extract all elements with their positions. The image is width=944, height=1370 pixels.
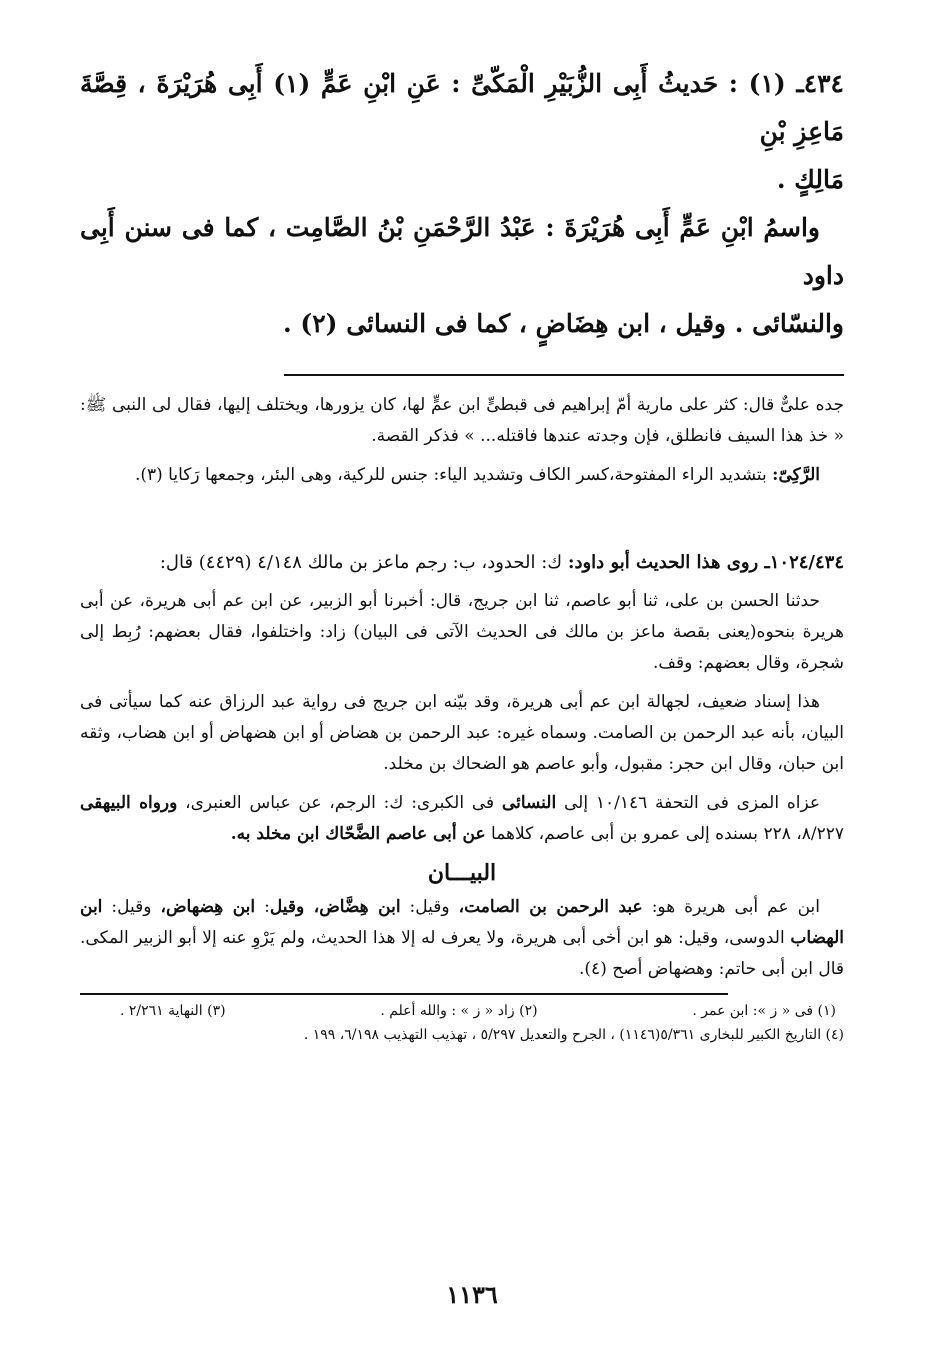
hadith-attribution bbox=[80, 788, 844, 850]
bayan-text-2: وقيل: bbox=[400, 897, 459, 917]
bayan-text-4: وقيل: bbox=[102, 897, 161, 917]
hadith-number: ١٠٢٤/٤٣٤ـ روى هذا الحديث أبو داود: bbox=[567, 552, 844, 573]
attribution-bayhaqi: ورواه البيهقى bbox=[80, 793, 178, 813]
attribution-nasai: النسائى bbox=[501, 793, 557, 813]
glossary-paragraph bbox=[80, 460, 844, 491]
chapter-heading bbox=[80, 60, 844, 348]
footnotes-row bbox=[80, 999, 844, 1023]
footnote-4: (٤) التاريخ الكبير للبخارى ٥/٣٦١(١١٤٦) ، الجرح والتعديل ٥/٢٩٧ ، تهذيب التهذيب ٦/١٩٨، ١٩٩ . bbox=[303, 1027, 844, 1043]
heading-line-4: والنسّائى . وقيل ، ابن هِضَاضٍ ، كما فى النسائى (٢) . bbox=[282, 309, 844, 338]
bayan-text-5: الدوسى، وقيل: هو ابن أخى أبى هريرة، ولا يعرف له إلا هذا الحديث، ولم يَرْوِ عنه إلا أبو الزبير المكى. قال ابن أبى حاتم: وهضهاض أصح (٤). bbox=[80, 928, 844, 979]
heading-line-1: ٤٣٤ـ (١) : حَديثُ أَبِى الزُّبَيْرِ الْمَكّىِّ : عَنِ ابْنِ عَمٍّ (١) أَبِى هُرَيْرَةَ ، قِصَّةَ مَاعِزِ بْنِ bbox=[80, 69, 844, 146]
attribution-text-1: عزاه المزى فى التحفة ١٠/١٤٦ إلى bbox=[556, 793, 820, 813]
attribution-text-2: فى الكبرى: ك: الرجم، عن عباس العنبرى، bbox=[177, 793, 502, 813]
attribution-text-3: ٨/٢٢٧، ٢٢٨ بسنده إلى عمرو بن أبى عاصم، كلاهما bbox=[485, 824, 844, 844]
footnote-1: (١) فى « ز »: ابن عمر . bbox=[692, 1003, 836, 1019]
bayan-title: البيـــان bbox=[427, 860, 497, 886]
bayan-text-1: ابن عم أبى هريرة هو: bbox=[642, 897, 820, 917]
glossary-term: الرَّكِىّ: bbox=[772, 465, 820, 485]
bayan-name-4: ابن الهضاب bbox=[80, 897, 844, 948]
bayan-name-3: ابن هِضهاض، bbox=[160, 897, 256, 917]
page-body bbox=[80, 60, 844, 1047]
hadith-source bbox=[80, 547, 844, 578]
footnote-3: (٣) النهاية ٢/٢٦١ . bbox=[120, 1003, 226, 1019]
bayan-paragraph bbox=[80, 892, 844, 985]
bayan-name-1: عبد الرحمن بن الصامت، bbox=[458, 897, 643, 917]
footnote-divider bbox=[80, 993, 728, 995]
footnotes bbox=[80, 999, 844, 1047]
page-number: ١١٣٦ bbox=[446, 1280, 498, 1309]
glossary-text: بتشديد الراء المفتوحة،كسر الكاف وتشديد الياء: جنس للركية، وهى البئر، وجمعها رَكايا (٣). bbox=[134, 465, 773, 485]
bayan-name-2: ابن هِضَّاض، وقيل bbox=[269, 897, 401, 917]
hadith-source-ref: ك: الحدود، ب: رجم ماعز بن مالك ٤/١٤٨ (٤٤٢٩) قال: bbox=[159, 552, 568, 573]
bayan-text-3: : bbox=[255, 897, 270, 917]
hadith-grading: هذا إسناد ضعيف، لجهالة ابن عم أبى هريرة، وقد بيّنه ابن جريج فى رواية عبد الرزاق عنه كما سيأتى فى البيان، بأنه عبد الرحمن بن الصامت. وسماه غيره: عبد الرحمن بن هضاض أو ابن هضهاض أو ابن هضاب، وثقه ابن حبان، وقال ابن حجر: مقبول، وأبو عاصم هو الضحاك بن مخلد. bbox=[80, 692, 844, 774]
heading-line-3: واسمُ ابْنِ عَمٍّ أَبِى هُرَيْرَةَ : عَبْدُ الرَّحْمَنِ بْنُ الصَّامِت ، كما فى سنن أَبِى داود bbox=[80, 213, 844, 290]
heading-line-2: مَالِكٍ . bbox=[776, 165, 844, 194]
top-divider bbox=[284, 374, 844, 376]
hadith-chain: حدثنا الحسن بن على، ثنا أبو عاصم، ثنا ابن جريج، قال: أخبرنا أبو الزبير، عن ابن عم أبى هريرة، عن أبى هريرة بنحوه(يعنى بقصة ماعز بن مالك فى الحديث الآتى فى البيان) زاد: واختلفوا، فقال بعضهم: رُبِط إلى شجرة، وقال بعضهم: وقف. bbox=[80, 591, 844, 673]
attribution-text-4: عن أبى عاصم الضَّحّاك ابن مخلد به. bbox=[230, 824, 486, 844]
footnote-2: (٢) زاد « ز » : والله أعلم . bbox=[380, 1003, 538, 1019]
continued-paragraph: جده علىٌّ قال: كثر على مارية أمّ إبراهيم فى قبطىٍّ ابن عمٍّ لها، كان يزورها، ويختلف إليها، فقال لى النبى ﷺ: « خذ هذا السيف فانطلق، فإن وجدته عندها فاقتله... » فذكر القصة. bbox=[80, 395, 844, 446]
